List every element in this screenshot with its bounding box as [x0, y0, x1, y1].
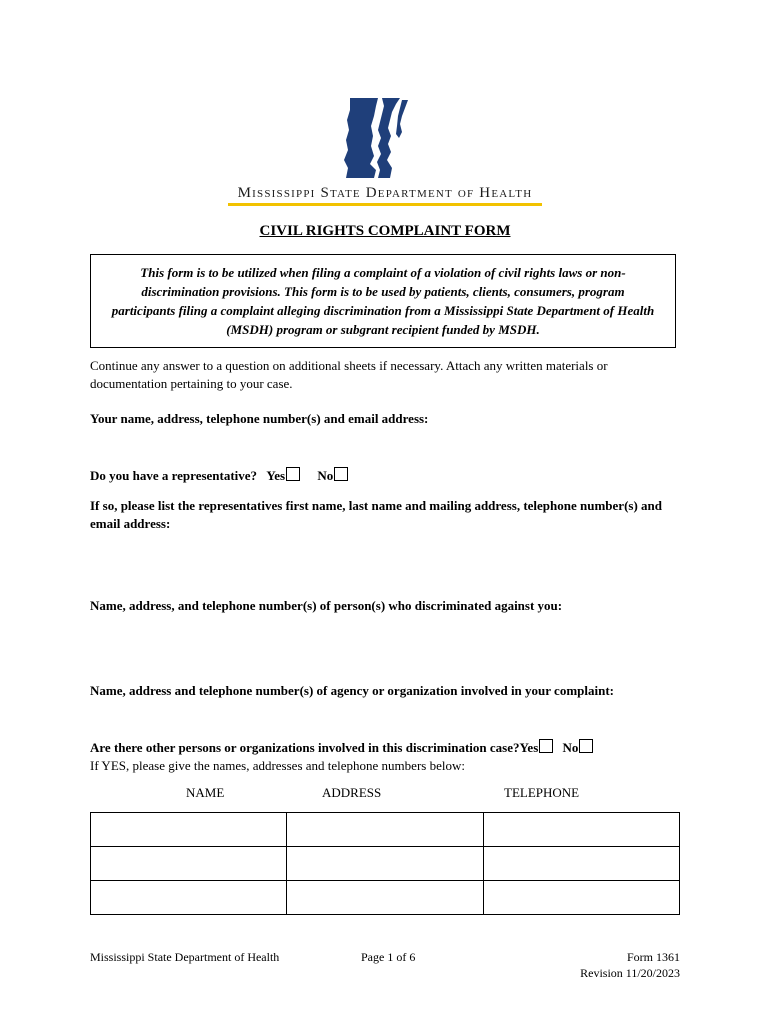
representative-details-question: If so, please list the representatives first name, last name and mailing address, telephone number(s) and email address: [90, 498, 662, 531]
name-cell[interactable] [91, 813, 287, 847]
form-title: CIVIL RIGHTS COMPLAINT FORM [259, 223, 511, 239]
address-cell[interactable] [287, 813, 483, 847]
address-cell[interactable] [287, 847, 483, 881]
representative-no-label: No [317, 468, 334, 483]
others-yes-label: Yes [519, 740, 539, 755]
address-cell[interactable] [287, 881, 483, 915]
mississippi-state-silhouette-icon [340, 94, 410, 180]
footer-page-number: Page 1 of 6 [361, 950, 416, 964]
table-row [91, 881, 680, 915]
table-row [91, 813, 680, 847]
name-cell[interactable] [91, 881, 287, 915]
intro-text: This form is to be utilized when filing a complaint of a violation of civil rights laws or non-discrimination provisions. This form is to be used by patients, clients, consumers, program participants filing a complaint alleging discrimination from a Mississippi State Department of Health (MSDH) program or subgrant recipient funded by MSDH. [111, 265, 655, 337]
table-row [91, 847, 680, 881]
column-header-address: ADDRESS [322, 785, 382, 800]
footer-form-info [520, 949, 680, 981]
telephone-cell[interactable] [483, 813, 679, 847]
footer-form-number: Form 1361 [626, 950, 680, 964]
representative-no-checkbox[interactable] [334, 467, 348, 481]
footer-organization: Mississippi State Department of Health [90, 950, 280, 964]
others-no-checkbox[interactable] [579, 739, 593, 753]
instructions-text: Continue any answer to a question on additional sheets if necessary. Attach any written materials or documentation pertaining to your case. [90, 358, 608, 391]
others-question-row [90, 739, 690, 757]
telephone-cell[interactable] [483, 881, 679, 915]
others-yes-checkbox[interactable] [539, 739, 553, 753]
others-no-label: No [562, 740, 579, 755]
name-cell[interactable] [91, 847, 287, 881]
footer-revision-date: Revision 11/20/2023 [580, 966, 680, 980]
column-header-telephone: TELEPHONE [504, 785, 580, 800]
others-question: Are there other persons or organizations involved in this discrimination case? [90, 740, 520, 755]
agency-question: Name, address and telephone number(s) of agency or organization involved in your complaint: [90, 683, 614, 698]
organization-name: Mississippi State Department of Health [237, 185, 533, 201]
telephone-cell[interactable] [483, 847, 679, 881]
representative-question: Do you have a representative? [90, 468, 258, 483]
column-header-name: NAME [186, 785, 225, 800]
others-table [90, 812, 680, 915]
representative-yes-checkbox[interactable] [286, 467, 300, 481]
intro-box [90, 254, 676, 348]
representative-yes-label: Yes [266, 468, 286, 483]
representative-question-row [90, 467, 690, 485]
header-rule [228, 203, 542, 206]
discriminator-question: Name, address, and telephone number(s) of person(s) who discriminated against you: [90, 598, 563, 613]
contact-question: Your name, address, telephone number(s) and email address: [90, 411, 429, 426]
others-instruction: If YES, please give the names, addresses and telephone numbers below: [90, 758, 465, 773]
